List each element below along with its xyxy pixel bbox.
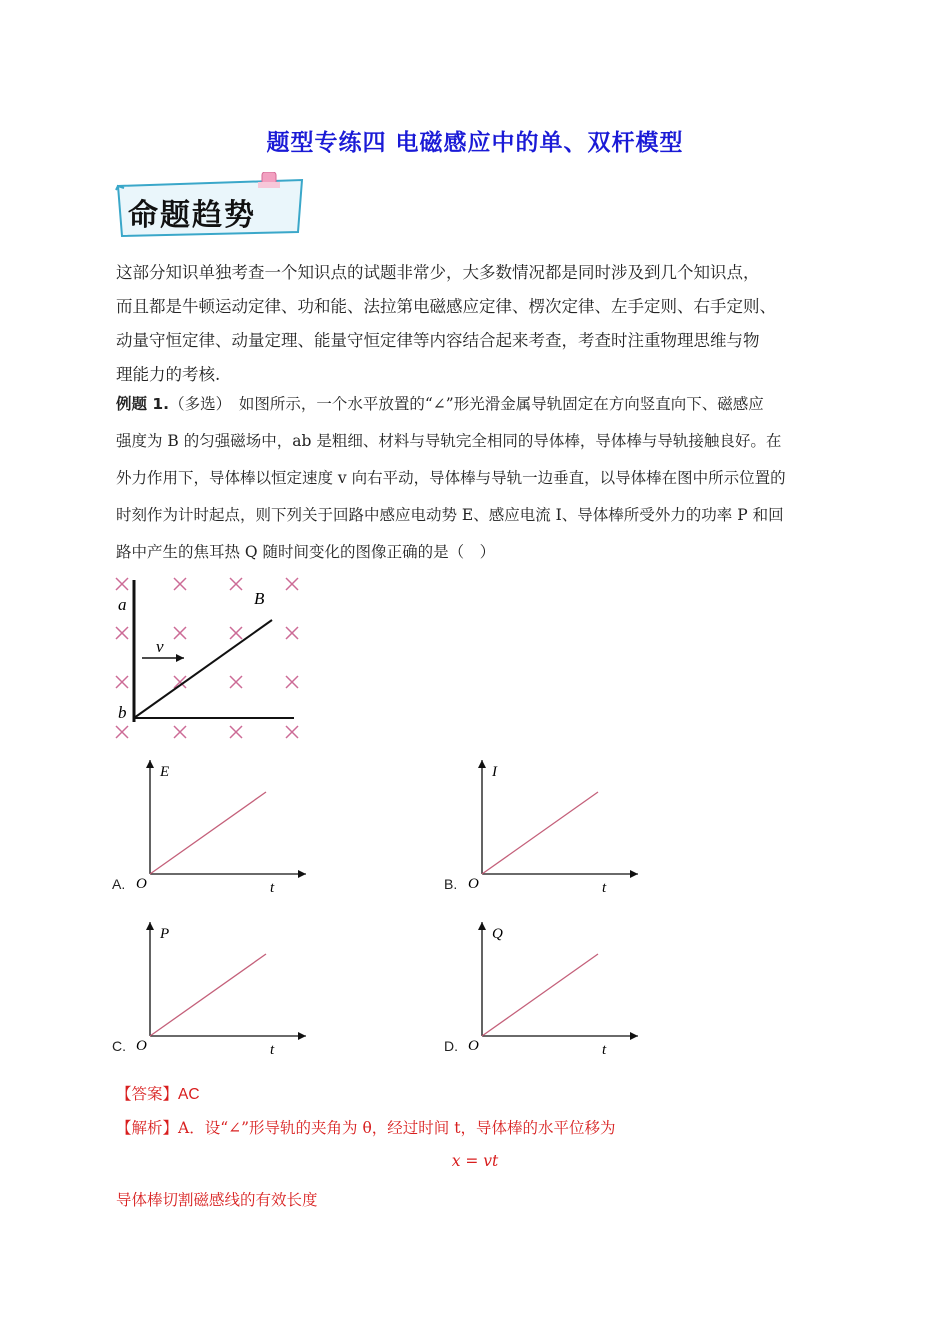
option-letter: D. [444, 1038, 458, 1054]
intro-line: 理能力的考核. [116, 365, 221, 384]
axis-x-label: t [270, 1042, 275, 1058]
analysis-text: A．设“∠”形导轨的夹角为 θ，经过时间 t，导体棒的水平位移为 [178, 1119, 616, 1137]
label-v: v [156, 637, 164, 656]
axis-y-label: P [160, 926, 170, 942]
question-line: 外力作用下，导体棒以恒定速度 v 向右平动，导体棒与导轨一边垂直，以导体棒在图中所示位置的 [116, 469, 786, 487]
example-tag: （多选） [169, 395, 224, 413]
question-line: 路中产生的焦耳热 Q 随时间变化的图像正确的是（ ） [116, 543, 496, 561]
option-c-graph [112, 918, 312, 1058]
origin-label: O [136, 876, 147, 892]
intro-line: 动量守恒定律、动量定理、能量守恒定律等内容结合起来考查，考查时注重物理思维与物 [116, 331, 760, 350]
analysis-next-line: 导体棒切割磁感线的有效长度 [116, 1191, 318, 1209]
option-b-graph [444, 756, 644, 896]
intro-paragraph [116, 256, 846, 392]
label-b: b [118, 703, 127, 722]
axis-x-label: t [270, 880, 275, 896]
analysis-line [116, 1116, 615, 1138]
example-question [116, 386, 846, 571]
origin-label: O [468, 1038, 479, 1054]
option-letter: A. [112, 876, 126, 892]
section-banner-text: 命题趋势 [128, 198, 256, 233]
graph-line [482, 792, 598, 874]
graph-line [482, 954, 598, 1036]
answer-line [116, 1082, 200, 1104]
section-banner [112, 172, 312, 242]
axis-x-label: t [602, 880, 607, 896]
graph-line [150, 792, 266, 874]
page-title: 题型专练四 电磁感应中的单、双杆模型 [266, 130, 684, 156]
label-B: B [254, 589, 265, 608]
axis-y-label: E [160, 764, 170, 780]
graph-line [150, 954, 266, 1036]
question-line: 强度为 B 的匀强磁场中，ab 是粗细、材料与导轨完全相同的导体棒，导体棒与导轨接触良好。在 [116, 432, 782, 450]
option-d-graph [444, 918, 644, 1058]
intro-line: 而且都是牛顿运动定律、功和能、法拉第电磁感应定律、楞次定律、左手定则、右手定则、 [116, 297, 776, 316]
analysis-label: 【解析】 [116, 1119, 179, 1137]
axis-x-label: t [602, 1042, 607, 1058]
answer-label: 【答案】 [116, 1085, 179, 1103]
label-a: a [118, 595, 127, 614]
axis-y-label: Q [492, 926, 503, 942]
example-label: 例题 1. [116, 395, 170, 413]
answer-value: AC [178, 1086, 200, 1103]
question-line: 如图所示，一个水平放置的“∠”形光滑金属导轨固定在方向竖直向下、磁感应 [238, 395, 764, 413]
option-letter: C. [112, 1038, 126, 1054]
origin-label: O [468, 876, 479, 892]
rail-slant [134, 620, 272, 718]
rail-figure [108, 572, 308, 744]
option-a-graph [112, 756, 312, 896]
question-line: 时刻作为计时起点，则下列关于回路中感应电动势 E、感应电流 I、导体棒所受外力的功率 P 和回 [116, 506, 784, 524]
option-letter: B. [444, 876, 458, 892]
formula: x = vt [451, 1152, 499, 1170]
origin-label: O [136, 1038, 147, 1054]
intro-line: 这部分知识单独考查一个知识点的试题非常少，大多数情况都是同时涉及到几个知识点， [116, 263, 760, 282]
axis-y-label: I [492, 764, 497, 780]
